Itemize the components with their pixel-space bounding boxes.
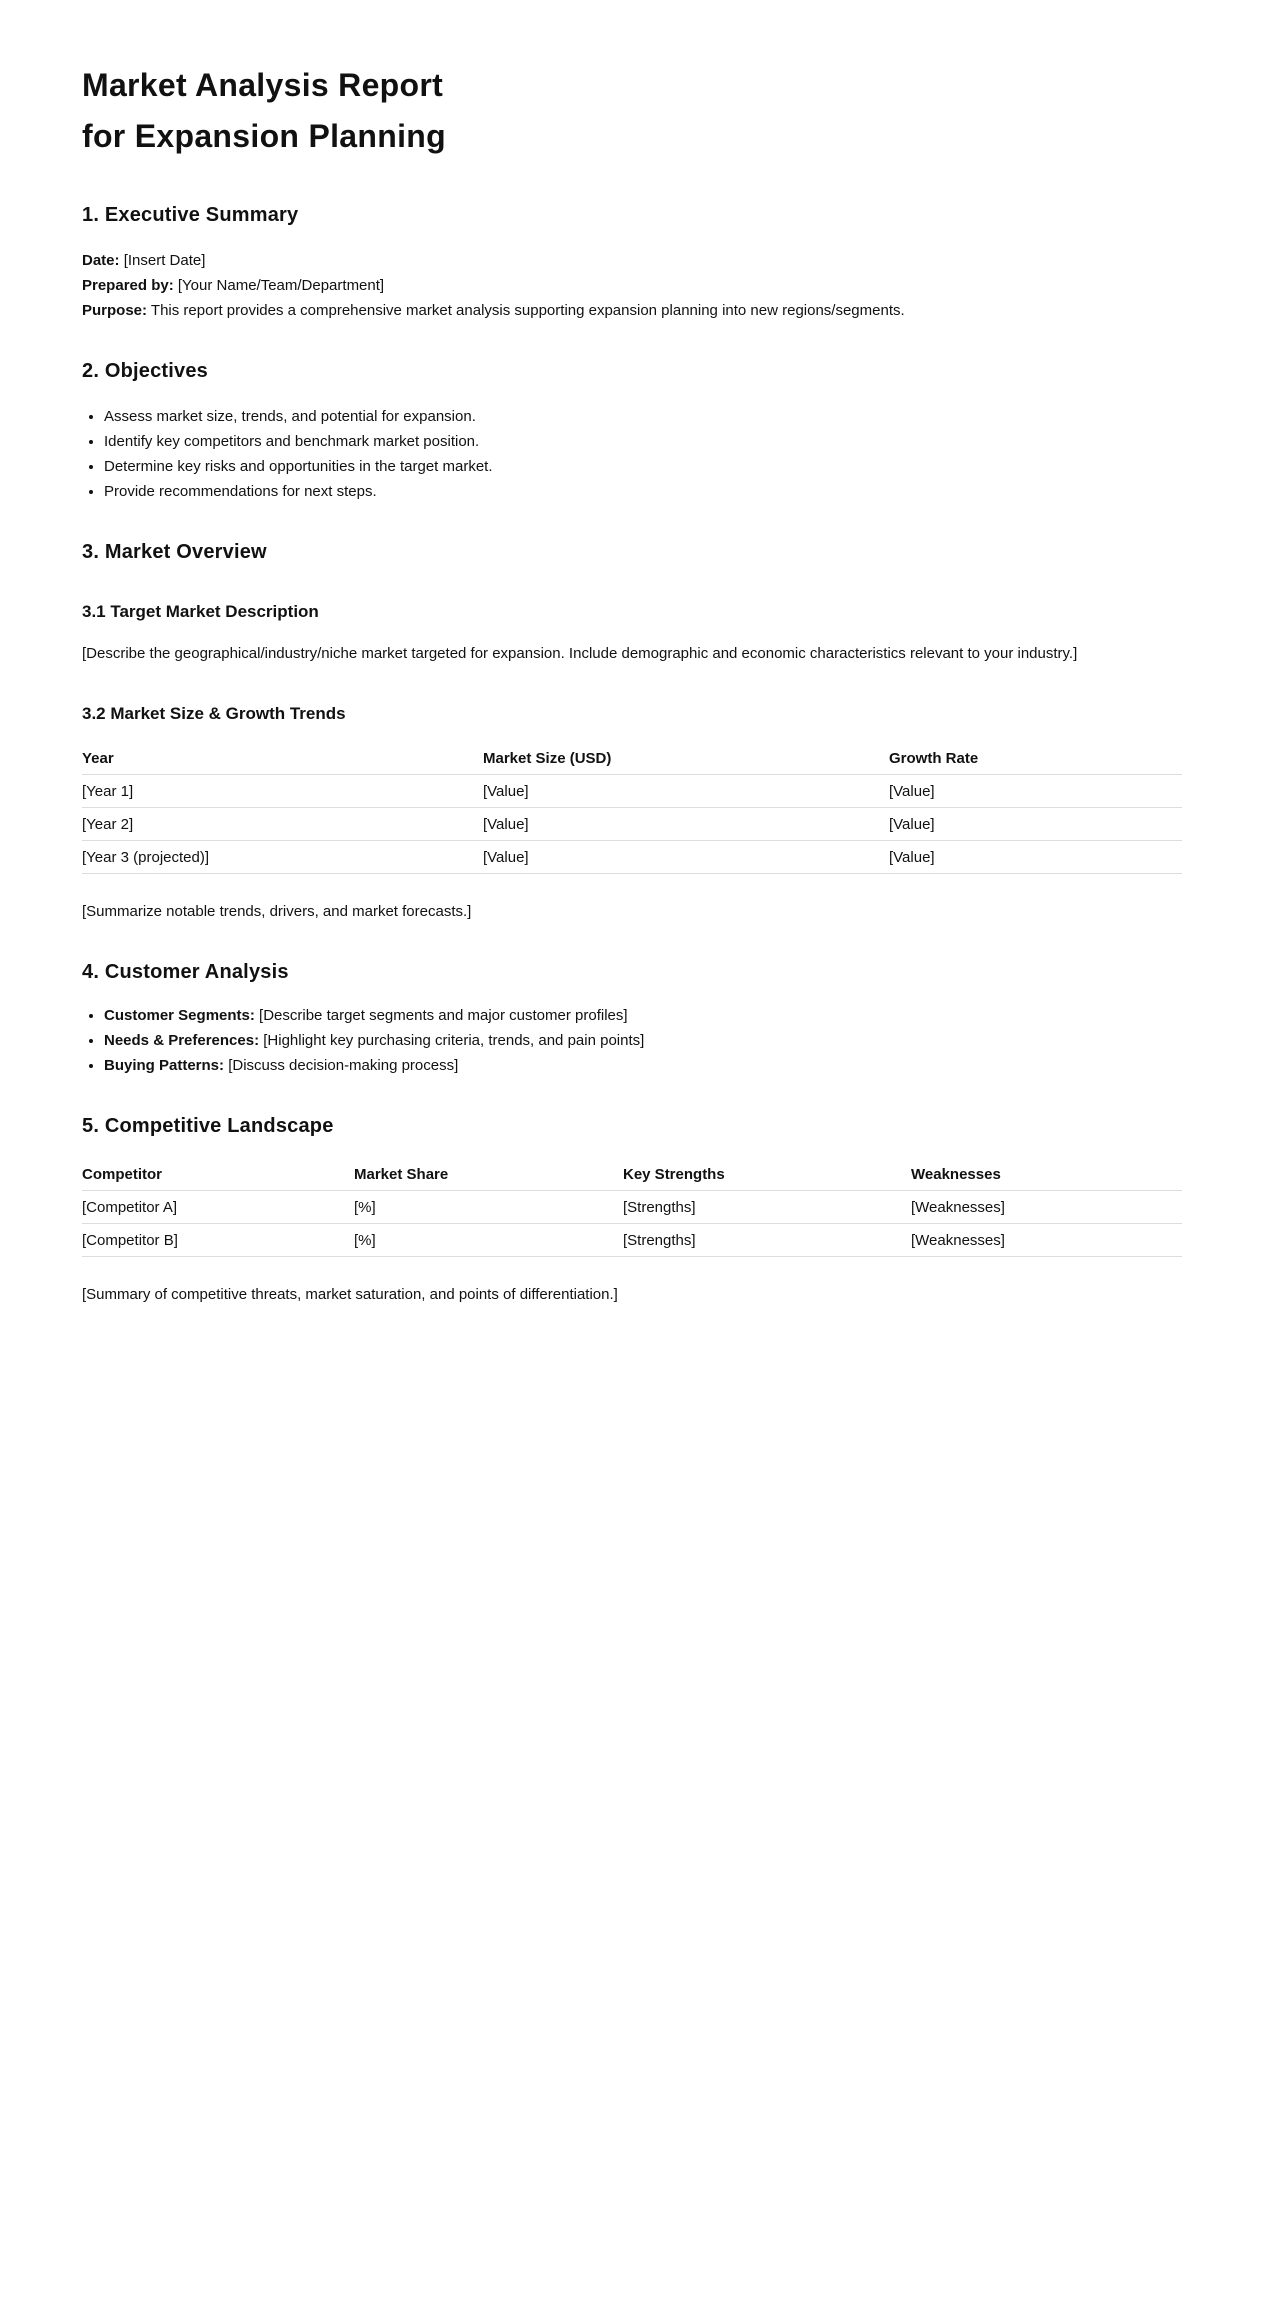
table-row xyxy=(82,1191,1182,1224)
item-text: [Describe target segments and major customer profiles] xyxy=(259,1007,628,1024)
column-header-growth-rate: Growth Rate xyxy=(889,743,1182,775)
market-trends-summary: [Summarize notable trends, drivers, and market forecasts.] xyxy=(82,903,472,920)
column-header-market-size: Market Size (USD) xyxy=(483,743,889,775)
table-cell: [Weaknesses] xyxy=(911,1191,1182,1224)
item-text: [Discuss decision-making process] xyxy=(228,1057,459,1074)
objective-item: • Determine key risks and opportunities in the target market. xyxy=(104,454,1182,479)
needs-preferences-item xyxy=(104,1028,1182,1053)
objective-item: • Assess market size, trends, and potential for expansion. xyxy=(104,404,1182,429)
table-cell: [Strengths] xyxy=(623,1224,911,1257)
table-header-row xyxy=(82,743,1182,775)
column-header-key-strengths: Key Strengths xyxy=(623,1159,911,1191)
competitor-table xyxy=(82,1159,1182,1257)
purpose-value: This report provides a comprehensive market analysis supporting expansion planning into new regions/segments. xyxy=(150,302,905,319)
report-title-line-2: for Expansion Planning xyxy=(82,118,446,154)
prepared-by-value: [Your Name/Team/Department] xyxy=(177,277,385,294)
table-cell: [%] xyxy=(354,1224,623,1257)
date-value: [Insert Date] xyxy=(123,252,206,269)
customer-analysis-list xyxy=(82,1003,1182,1078)
prepared-by-line xyxy=(82,273,1182,298)
customer-segments-item xyxy=(104,1003,1182,1028)
table-cell: [Weaknesses] xyxy=(911,1224,1182,1257)
column-header-competitor: Competitor xyxy=(82,1159,354,1191)
column-header-market-share: Market Share xyxy=(354,1159,623,1191)
customer-analysis-heading: 4. Customer Analysis xyxy=(82,961,289,983)
table-row xyxy=(82,841,1182,874)
document-content xyxy=(82,60,1182,1304)
report-title xyxy=(82,60,1182,162)
buying-patterns-item xyxy=(104,1053,1182,1078)
report-title-line-1: Market Analysis Report xyxy=(82,67,444,103)
prepared-by-label: Prepared by: xyxy=(82,277,174,294)
table-header-row xyxy=(82,1159,1182,1191)
date-label: Date: xyxy=(82,252,120,269)
market-size-heading: 3.2 Market Size & Growth Trends xyxy=(82,704,346,723)
target-market-description: [Describe the geographical/industry/niche market targeted for expansion. Include demographic and economic characteristics relevant to your industry.] xyxy=(82,645,1078,662)
table-cell: [Competitor B] xyxy=(82,1224,354,1257)
item-label: Buying Patterns: xyxy=(104,1057,225,1074)
executive-summary-heading: 1. Executive Summary xyxy=(82,204,299,226)
table-cell: [Year 3 (projected)] xyxy=(82,841,483,874)
competitive-landscape-heading: 5. Competitive Landscape xyxy=(82,1115,334,1137)
target-market-heading: 3.1 Target Market Description xyxy=(82,602,319,621)
market-overview-heading: 3. Market Overview xyxy=(82,541,267,563)
executive-summary-details xyxy=(82,248,1182,323)
objectives-heading: 2. Objectives xyxy=(82,360,208,382)
column-header-weaknesses: Weaknesses xyxy=(911,1159,1182,1191)
table-row xyxy=(82,1224,1182,1257)
competitive-summary: [Summary of competitive threats, market saturation, and points of differentiation.] xyxy=(82,1286,618,1303)
table-cell: [Year 1] xyxy=(82,775,483,808)
item-text: [Highlight key purchasing criteria, trends, and pain points] xyxy=(263,1032,645,1049)
objective-item: • Identify key competitors and benchmark market position. xyxy=(104,429,1182,454)
table-row xyxy=(82,808,1182,841)
table-cell: [Value] xyxy=(483,775,889,808)
table-cell: [Competitor A] xyxy=(82,1191,354,1224)
item-label: Customer Segments: xyxy=(104,1007,255,1024)
date-line xyxy=(82,248,1182,273)
table-cell: [Value] xyxy=(889,775,1182,808)
column-header-year: Year xyxy=(82,743,483,775)
table-cell: [Value] xyxy=(483,808,889,841)
table-cell: [Year 2] xyxy=(82,808,483,841)
objective-item: • Provide recommendations for next steps. xyxy=(104,479,1182,504)
item-label: Needs & Preferences: xyxy=(104,1032,260,1049)
market-size-table xyxy=(82,743,1182,874)
table-cell: [Value] xyxy=(889,808,1182,841)
table-cell: [Strengths] xyxy=(623,1191,911,1224)
purpose-label: Purpose: xyxy=(82,302,148,319)
purpose-line xyxy=(82,298,1182,323)
table-cell: [Value] xyxy=(889,841,1182,874)
table-cell: [%] xyxy=(354,1191,623,1224)
objectives-list xyxy=(82,404,1182,504)
table-cell: [Value] xyxy=(483,841,889,874)
table-row xyxy=(82,775,1182,808)
